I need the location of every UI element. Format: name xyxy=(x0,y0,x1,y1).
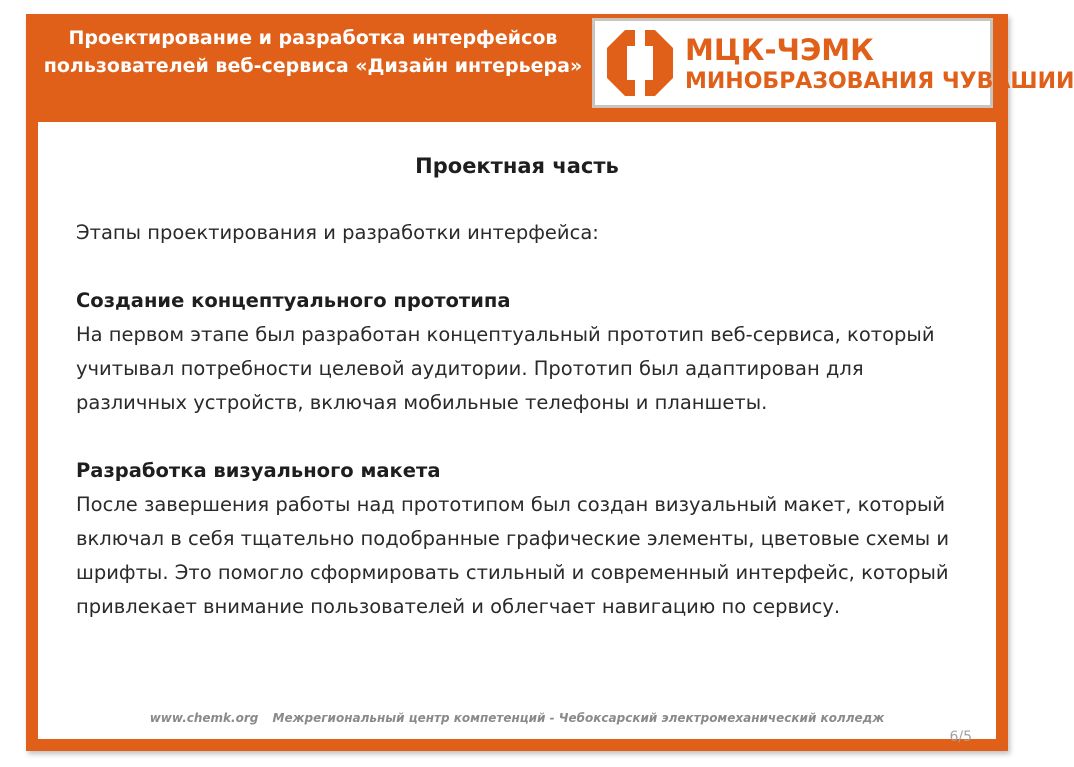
stage2-heading: Разработка визуального макета xyxy=(76,459,441,482)
footer-org: Межрегиональный центр компетенций - Чебоксарский электромеханический колледж xyxy=(272,711,885,725)
page-number: 6/5 xyxy=(949,729,972,745)
spacer xyxy=(76,250,976,284)
slide-frame xyxy=(26,14,1074,751)
intro-text: Этапы проектирования и разработки интерфейса: xyxy=(76,221,599,244)
logo-line2: МИНОБРАЗОВАНИЯ ЧУВАШИИ xyxy=(685,69,1074,94)
section-title: Проектная часть xyxy=(415,154,619,178)
footer-url[interactable]: www.chemk.org xyxy=(149,711,259,725)
header-title: Проектирование и разработка интерфейсов пользователей веб-сервиса «Дизайн интерьера» xyxy=(43,27,583,77)
logo-line1: МЦК-ЧЭМК xyxy=(685,33,874,67)
header-band xyxy=(38,14,1074,122)
stage1-text: На первом этапе был разработан концептуальный прототип веб-сервиса, который учитывал потребности целевой аудитории. Прототип был адаптирован для различных устройств, включая мобильные телефоны и планшеты. xyxy=(76,323,935,414)
stage2-text: После завершения работы над прототипом был создан визуальный макет, который включал в себя тщательно подобранные графические элементы, цветовые схемы и шрифты. Это помогло сформировать стильный и современный интерфейс, который привлекает внимание пользователей и облегчает навигацию по сервису. xyxy=(76,493,949,618)
spacer xyxy=(76,420,976,454)
stage1-heading: Создание концептуального прототипа xyxy=(76,289,511,312)
logo xyxy=(592,18,1074,108)
footer xyxy=(38,711,996,725)
content-body xyxy=(76,216,976,624)
logo-octagon-icon xyxy=(605,28,675,98)
